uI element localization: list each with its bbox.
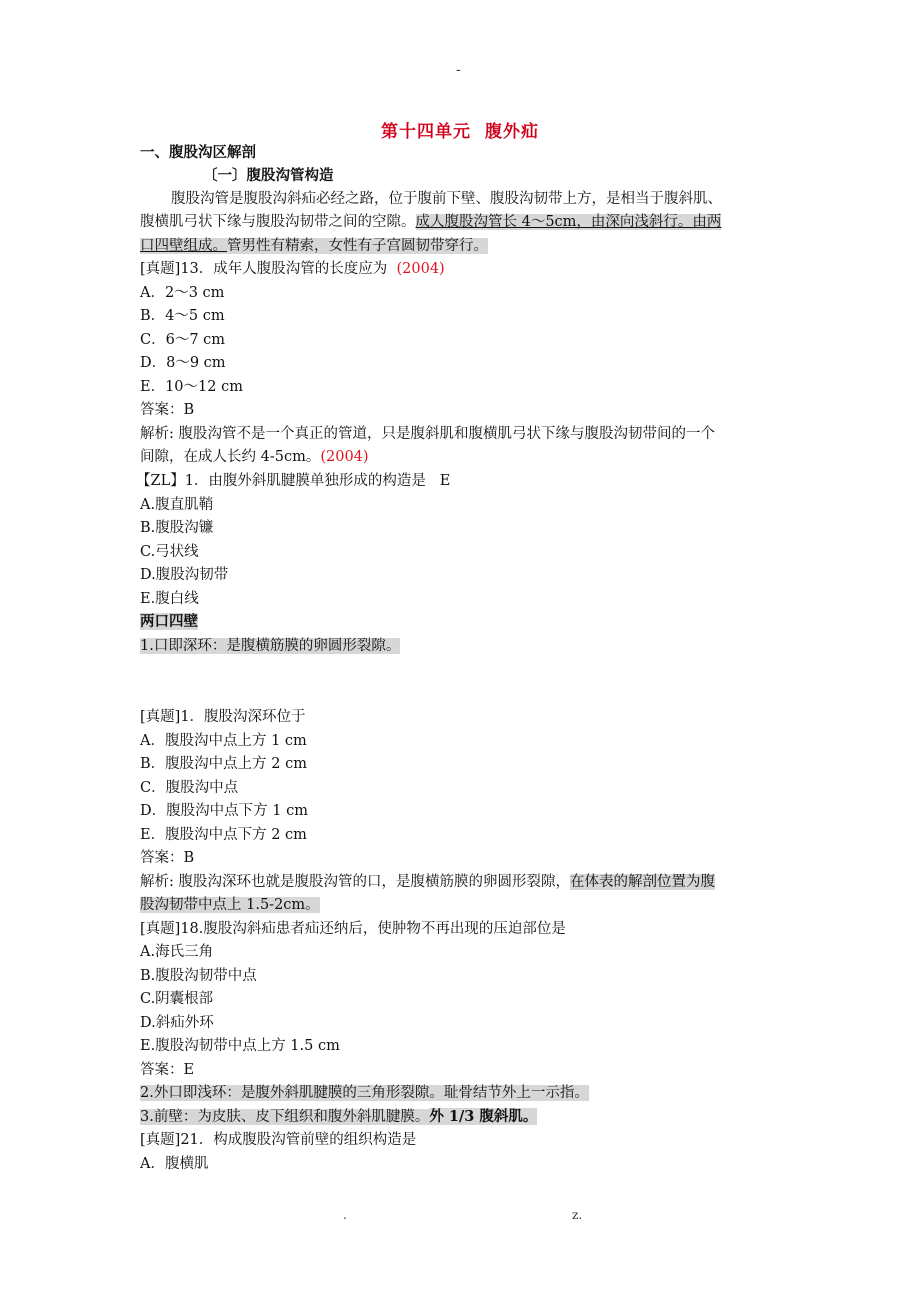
option-item: A．2～3 cm	[140, 285, 225, 301]
point-line	[140, 1082, 589, 1104]
option-item: A．腹横肌	[140, 1156, 209, 1172]
question-stem: [真题]1．腹股沟深环位于	[140, 709, 306, 725]
highlighted-bold-text: 外 1/3 腹斜肌。	[429, 1108, 538, 1125]
question-stem	[140, 258, 445, 280]
question-year: (2004)	[396, 261, 445, 277]
paragraph-text: 腹横肌弓状下缘与腹股沟韧带之间的空隙。	[140, 214, 416, 230]
option-item: C．6～7 cm	[140, 332, 226, 348]
section-heading: 一、腹股沟区解剖	[140, 144, 256, 161]
highlighted-text: 股沟韧带中点上 1.5-2cm。	[140, 897, 320, 913]
footer-right: z.	[572, 1208, 583, 1222]
option-item: B．腹股沟中点上方 2 cm	[140, 756, 307, 772]
highlighted-text: 管男性有精索，女性有子宫圆韧带穿行。	[227, 238, 488, 254]
analysis-line	[140, 871, 715, 893]
analysis-line	[140, 894, 320, 916]
question-stem: [真题]21．构成腹股沟管前壁的组织构造是	[140, 1132, 417, 1148]
paragraph-line	[140, 211, 721, 233]
header-mark: -	[456, 62, 461, 78]
answer-line: 答案：B	[140, 850, 195, 866]
analysis-line	[140, 446, 369, 468]
analysis-year: (2004)	[320, 449, 369, 465]
option-item: A.腹直肌鞘	[140, 497, 214, 513]
highlighted-text: 2.外口即浅环：是腹外斜肌腱膜的三角形裂隙。耻骨结节外上一示指。	[140, 1085, 589, 1101]
option-item: A.海氏三角	[140, 944, 214, 960]
topic-heading	[140, 611, 198, 633]
title-unit: 第十四单元	[381, 122, 471, 142]
option-item: E．腹股沟中点下方 2 cm	[140, 827, 307, 843]
option-item: B.腹股沟韧带中点	[140, 968, 257, 984]
option-item: E．10～12 cm	[140, 379, 243, 395]
highlighted-text: 在体表的解剖位置为腹	[570, 874, 715, 890]
inline-answer: E	[439, 473, 451, 489]
highlighted-text: 口四壁组成。	[140, 238, 227, 254]
highlighted-heading: 两口四壁	[140, 613, 198, 630]
option-item: D.腹股沟韧带	[140, 567, 229, 583]
option-item: E.腹股沟韧带中点上方 1.5 cm	[140, 1038, 340, 1054]
option-item: C．腹股沟中点	[140, 780, 239, 796]
option-item: B.腹股沟镰	[140, 520, 214, 536]
option-item: C.弓状线	[140, 544, 199, 560]
option-item: B．4～5 cm	[140, 308, 225, 324]
option-item: C.阴囊根部	[140, 991, 214, 1007]
question-stem	[136, 470, 450, 492]
option-item: D.斜疝外环	[140, 1015, 214, 1031]
option-item: A．腹股沟中点上方 1 cm	[140, 733, 307, 749]
answer-line: 答案：B	[140, 402, 195, 418]
analysis-text: 间隙，在成人长约 4-5cm。	[140, 449, 321, 465]
page-title	[0, 117, 920, 142]
highlighted-text: 1.口即深环：是腹横筋膜的卵圆形裂隙。	[140, 638, 401, 654]
option-item: D．腹股沟中点下方 1 cm	[140, 803, 308, 819]
option-item: E.腹白线	[140, 591, 199, 607]
question-stem: [真题]18.腹股沟斜疝患者疝还纳后，使肿物不再出现的压迫部位是	[140, 921, 566, 937]
title-topic: 腹外疝	[485, 122, 539, 142]
footer-left: .	[343, 1208, 347, 1222]
analysis-line: 解析: 腹股沟管不是一个真正的管道，只是腹斜肌和腹横肌弓状下缘与腹股沟韧带间的一个	[140, 426, 715, 442]
analysis-text: 解析: 腹股沟深环也就是腹股沟管的口，是腹横筋膜的卵圆形裂隙，	[140, 874, 570, 890]
point-line	[140, 635, 400, 657]
question-text: [真题]13．成年人腹股沟管的长度应为	[140, 261, 388, 277]
highlighted-text: 成人腹股沟管长 4～5cm，由深向浅斜行。由两	[415, 214, 722, 230]
answer-line: 答案：E	[140, 1062, 195, 1078]
option-item: D．8～9 cm	[140, 355, 226, 371]
paragraph-line: 腹股沟管是腹股沟斜疝必经之路，位于腹前下壁、腹股沟韧带上方，是相当于腹斜肌、	[171, 191, 722, 207]
highlighted-text: 3.前壁：为皮肤、皮下组织和腹外斜肌腱膜。	[140, 1109, 430, 1125]
subsection-heading: 〔一〕腹股沟管构造	[203, 167, 334, 184]
question-text: 【ZL】1．由腹外斜肌腱膜单独形成的构造是	[136, 473, 426, 489]
paragraph-line	[140, 235, 488, 257]
point-line	[140, 1106, 537, 1128]
